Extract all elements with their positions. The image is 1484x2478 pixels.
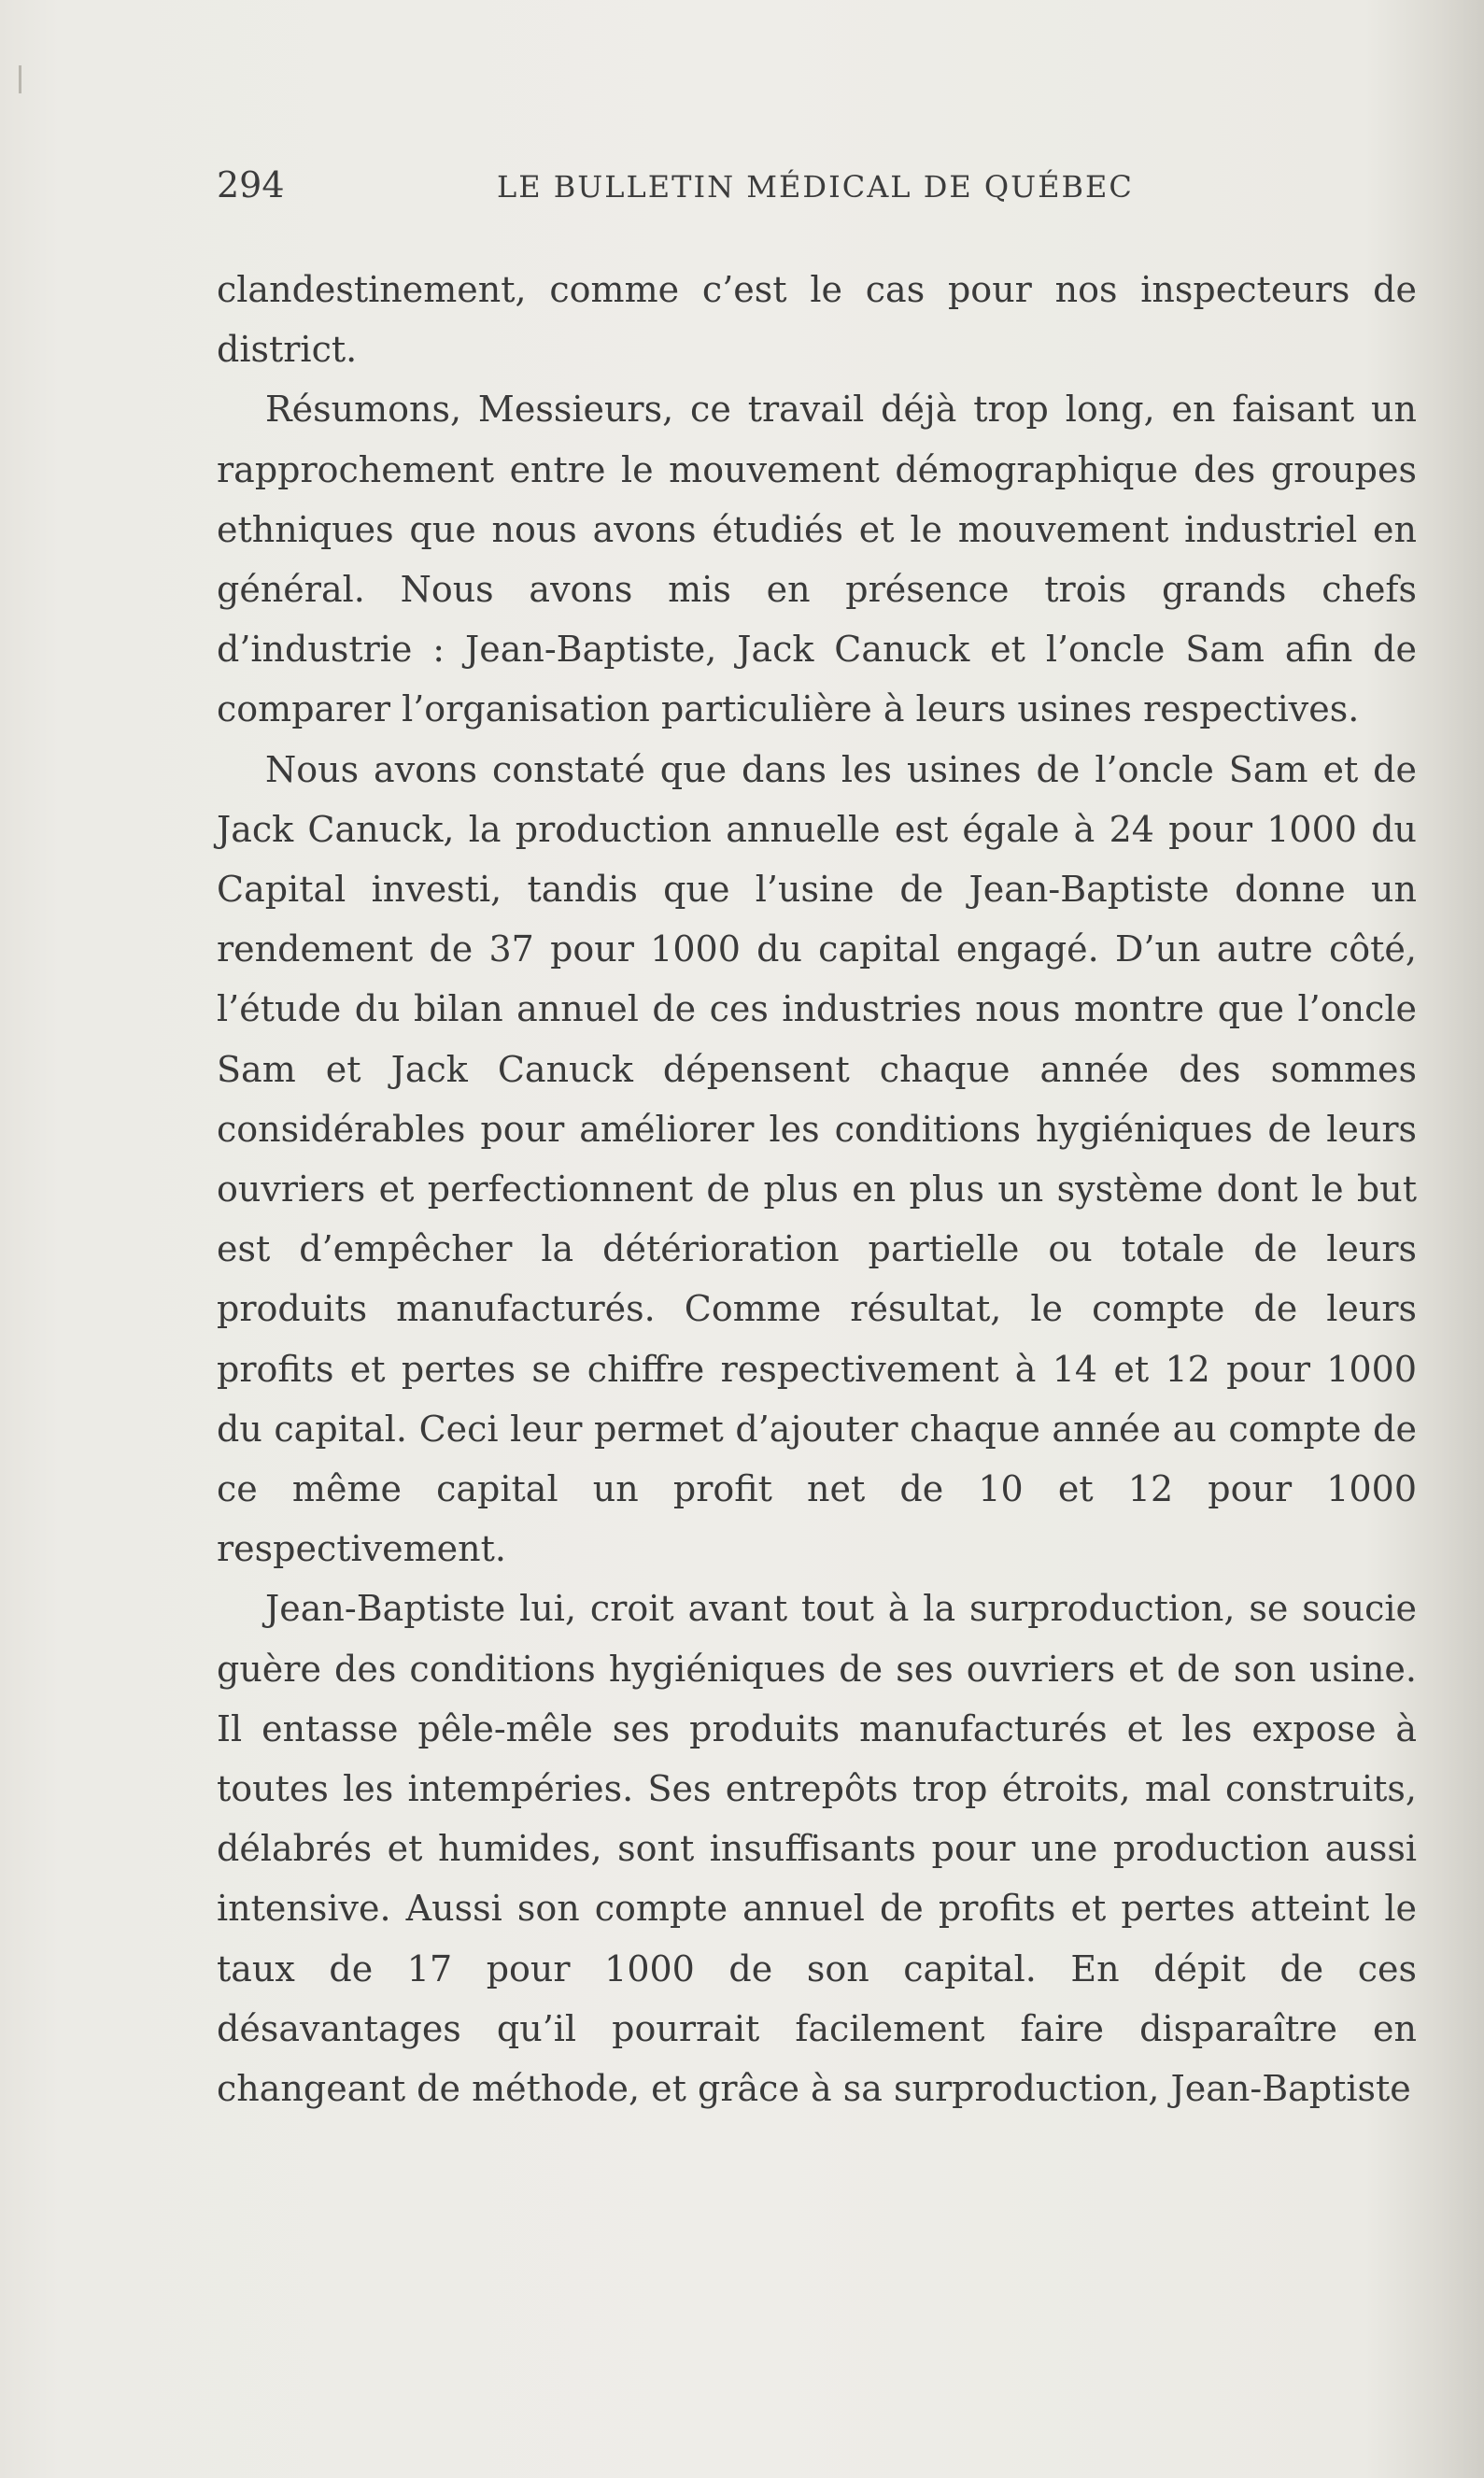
paragraph: Résumons, Messieurs, ce travail déjà trop long, en faisant un rapprochement entre le mouvement démographique des groupes ethniques que nous avons étudiés et le mouvement industriel en général. Nous avons mis en présence trois grands chefs d’industrie : Jean-Baptiste, Jack Canuck et l’oncle Sam afin de comparer l’organisation particulière à leurs usines respectives. [217,389,1417,730]
page-header [217,164,1417,220]
page-edge-mark [19,65,21,93]
running-head: LE BULLETIN MÉDICAL DE QUÉBEC [497,169,1134,205]
page-number: 294 [217,164,285,205]
body-text [217,260,1417,2118]
paragraph: Jean-Baptiste lui, croit avant tout à la surproduction, se soucie guère des conditions hygiéniques de ses ouvriers et de son usine. Il entasse pêle-mêle ses produits manufacturés et les expose à toutes les intempéries. Ses entrepôts trop étroits, mal construits, délabrés et humides, sont insuffisants pour une production aussi intensive. Aussi son compte annuel de profits et pertes atteint le taux de 17 pour 1000 de son capital. En dépit de ces désavantages qu’il pourrait facilement faire disparaître en changeant de méthode, et grâce à sa surproduction, Jean-Baptiste [217,1588,1417,2110]
paragraph: Nous avons constaté que dans les usines de l’oncle Sam et de Jack Canuck, la production annuelle est égale à 24 pour 1000 du Capital investi, tandis que l’usine de Jean-Baptiste donne un rendement de 37 pour 1000 du capital engagé. D’un autre côté, l’étude du bilan annuel de ces industries nous montre que l’oncle Sam et Jack Canuck dépensent chaque année des sommes considérables pour améliorer les conditions hygiéniques de leurs ouvriers et perfectionnent de plus en plus un système dont le but est d’empêcher la détérioration partielle ou totale de leurs produits manufacturés. Comme résultat, le compte de leurs profits et pertes se chiffre respectivement à 14 et 12 pour 1000 du capital. Ceci leur permet d’ajouter chaque année au compte de ce même capital un profit net de 10 et 12 pour 1000 respectivement. [217,748,1417,1570]
paragraph-continuation: clandestinement, comme c’est le cas pour nos inspecteurs de district. [217,269,1417,371]
